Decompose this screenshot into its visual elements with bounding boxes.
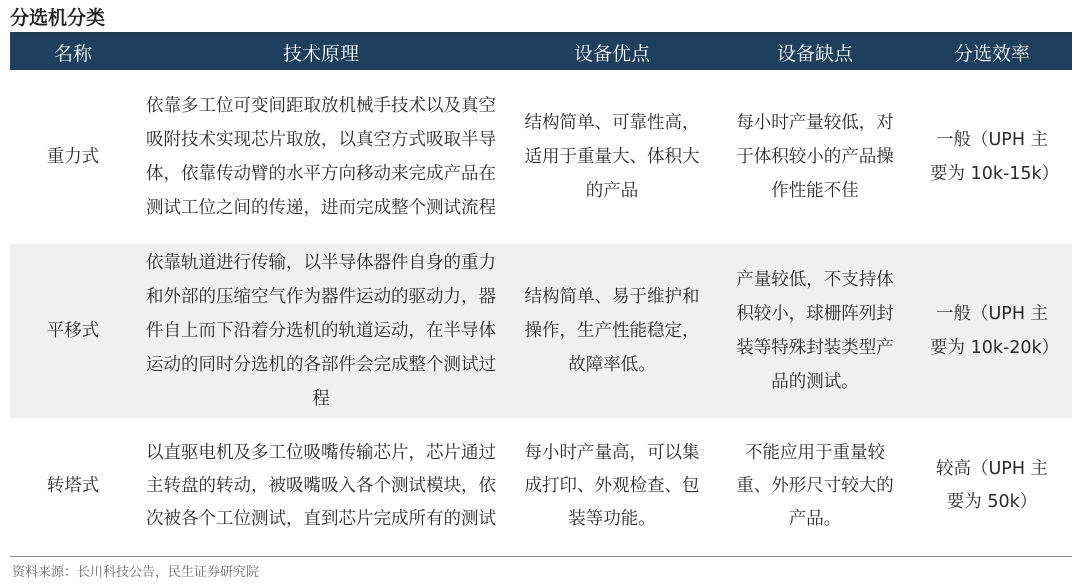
row-name: 平移式 [10, 244, 136, 418]
source-note: 资料来源：长川科技公告，民生证券研究院 [12, 565, 260, 580]
row-name: 重力式 [10, 70, 136, 244]
row-pros: 结构简单、易于维护和操作，生产性能稳定，故障率低。 [506, 244, 718, 418]
row-cons: 产量较低，不支持体积较小，球栅阵列封装等特殊封装类型产品的测试。 [718, 244, 912, 418]
table-row [10, 418, 1072, 554]
row-name: 转塔式 [10, 418, 136, 554]
header-name: 名称 [10, 34, 136, 70]
table-header-row [10, 34, 1072, 70]
row-tech: 以直驱电机及多工位吸嘴传输芯片，芯片通过主转盘的转动，被吸嘴吸入各个测试模块，依次被各个工位测试，直到芯片完成所有的测试 [136, 418, 506, 554]
table-row [10, 70, 1072, 244]
sorter-classification-table [10, 34, 1072, 554]
page-title: 分选机分类 [10, 7, 106, 29]
row-efficiency: 较高（UPH 主要为 50k） [912, 418, 1072, 554]
header-efficiency: 分选效率 [912, 34, 1072, 70]
row-pros: 每小时产量高，可以集成打印、外观检查、包装等功能。 [506, 418, 718, 554]
header-cons: 设备缺点 [718, 34, 912, 70]
row-cons: 每小时产量较低，对于体积较小的产品操作性能不佳 [718, 70, 912, 244]
header-tech: 技术原理 [136, 34, 506, 70]
row-efficiency: 一般（UPH 主要为 10k-15k） [912, 70, 1072, 244]
row-cons: 不能应用于重量较重、外形尺寸较大的产品。 [718, 418, 912, 554]
table-row [10, 244, 1072, 418]
row-efficiency: 一般（UPH 主要为 10k-20k） [912, 244, 1072, 418]
row-tech: 依靠轨道进行传输，以半导体器件自身的重力和外部的压缩空气作为器件运动的驱动力，器件自上而下沿着分选机的轨道运动，在半导体运动的同时分选机的各部件会完成整个测试过程 [136, 244, 506, 418]
row-pros: 结构简单、可靠性高，适用于重量大、体积大的产品 [506, 70, 718, 244]
table-bottom-divider [10, 556, 1072, 557]
row-tech: 依靠多工位可变间距取放机械手技术以及真空吸附技术实现芯片取放，以真空方式吸取半导体，依靠传动臂的水平方向移动来完成产品在测试工位之间的传递，进而完成整个测试流程 [136, 70, 506, 244]
header-pros: 设备优点 [506, 34, 718, 70]
